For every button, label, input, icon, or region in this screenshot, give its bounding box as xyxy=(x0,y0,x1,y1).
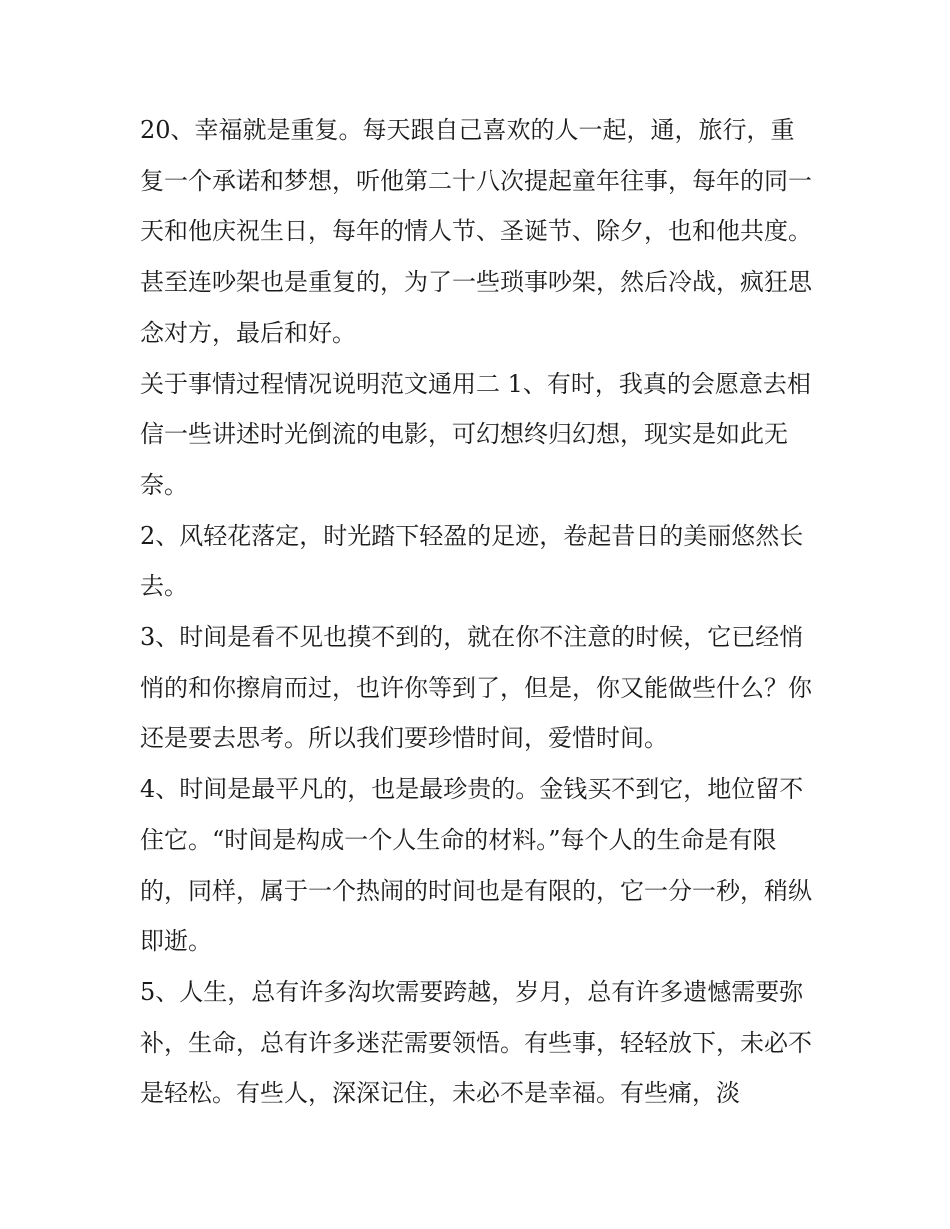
paragraph-20: 20、幸福就是重复。每天跟自己喜欢的人一起，通，旅行，重复一个承诺和梦想，听他第二十八次提起童年往事，每年的同一天和他庆祝生日，每年的情人节、圣诞节、除夕，也和他共度。甚至连吵架也是重复的，为了一些琐事吵架，然后冷战，疯狂思念对方，最后和好。 xyxy=(140,116,812,347)
paragraph-2: 2、风轻花落定，时光踏下轻盈的足迹，卷起昔日的美丽悠然长去。 xyxy=(140,521,804,601)
paragraph-section-two-1: 关于事情过程情况说明范文通用二 1、有时，我真的会愿意去相信一些讲述时光倒流的电影，可幻想终归幻想，现实是如此无奈。 xyxy=(140,369,811,499)
paragraph-5: 5、人生，总有许多沟坎需要跨越，岁月，总有许多遗憾需要弥补，生命，总有许多迷茫需要领悟。有些事，轻轻放下，未必不是轻松。有些人，深深记住，未必不是幸福。有些痛，淡 xyxy=(140,977,812,1108)
paragraph-3: 3、时间是看不见也摸不到的，就在你不注意的时候，它已经悄悄的和你擦肩而过，也许你等到了，但是，你又能做些什么？你还是要去思考。所以我们要珍惜时间，爱惜时间。 xyxy=(140,623,812,753)
document-body xyxy=(140,105,816,1119)
paragraph-4: 4、时间是最平凡的，也是最珍贵的。金钱买不到它，地位留不住它。“时间是构成一个人生命的材料。”每个人的生命是有限的，同样，属于一个热闹的时间也是有限的，它一分一秒，稍纵即逝。 xyxy=(140,775,812,956)
